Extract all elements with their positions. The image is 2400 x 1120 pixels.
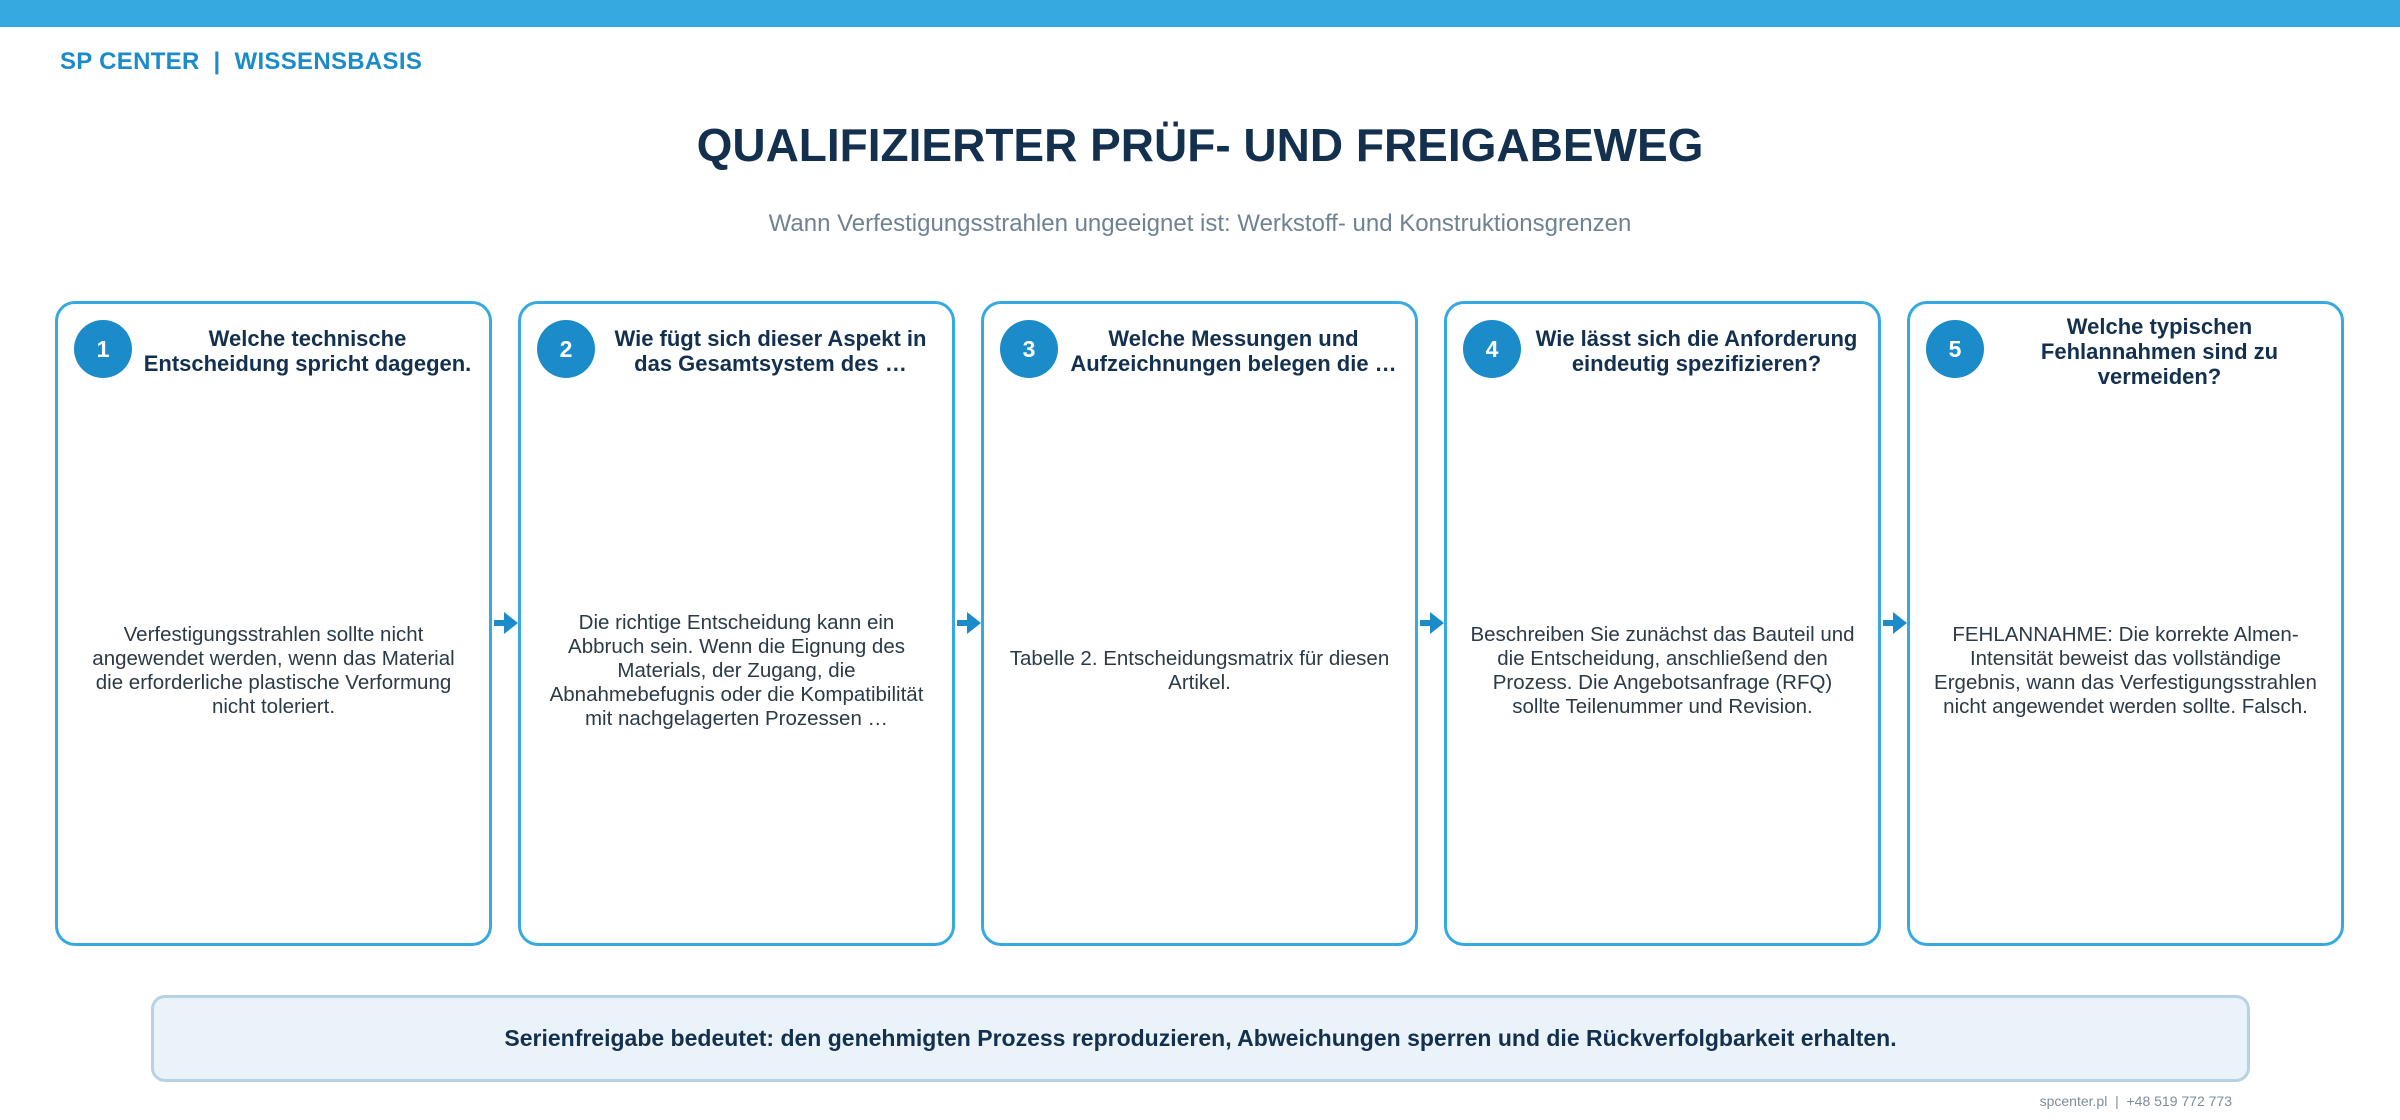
summary-banner-text: Serienfreigabe bedeutet: den genehmigten Prozess reproduzieren, Abweichungen sperren und die Rückverfolgbarkeit erhalten. [504,1025,1897,1051]
step-body: FEHLANNAHME: Die korrekte Almen-Intensität beweist das vollständige Ergebnis, wann das Verfestigungsstrahlen nicht angewendet werden sollte. Falsch. [1934,622,2317,718]
step-number-badge: 3 [1000,320,1058,378]
process-steps [55,301,2345,946]
step-number-badge: 2 [537,320,595,378]
brand-label: SP CENTER | WISSENSBASIS [60,48,423,75]
arrow-right-icon [494,608,520,638]
step-card-1 [55,301,492,946]
step-card-3 [981,301,1418,946]
step-heading: Welche typischen Fehlannahmen sind zu vermeiden? [2040,313,2279,389]
step-body: Verfestigungsstrahlen sollte nicht angewendet werden, wenn das Material die erforderliche plastische Verformung nicht toleriert. [92,622,455,718]
step-heading: Wie fügt sich dieser Aspekt in das Gesamtsystem des … [614,326,927,376]
step-number-badge: 1 [74,320,132,378]
summary-banner [151,995,2250,1082]
step-body: Tabelle 2. Entscheidungsmatrix für diesen Artikel. [1009,646,1390,694]
footer-contact: spcenter.pl | +48 519 772 773 [2039,1093,2232,1109]
arrow-right-icon [1883,608,1909,638]
step-body: Die richtige Entscheidung kann ein Abbruch sein. Wenn die Eignung des Materials, der Zugang, die Abnahmebefugnis oder die Kompatibilität mit nachgelagerten Prozessen … [549,610,924,730]
page-title: QUALIFIZIERTER PRÜF- UND FREIGABEWEG [696,119,1704,171]
page-subtitle: Wann Verfestigungsstrahlen ungeeignet ist: Werkstoff- und Konstruktionsgrenzen [768,210,1632,237]
step-card-5 [1907,301,2344,946]
step-card-4 [1444,301,1881,946]
step-card-2 [518,301,955,946]
step-heading: Welche technische Entscheidung spricht dagegen. [143,326,472,376]
step-heading: Welche Messungen und Aufzeichnungen belegen die … [1070,326,1397,376]
step-number-badge: 4 [1463,320,1521,378]
arrow-right-icon [957,608,983,638]
arrow-right-icon [1420,608,1446,638]
step-number-badge: 5 [1926,320,1984,378]
step-body: Beschreiben Sie zunächst das Bauteil und die Entscheidung, anschließend den Prozess. Die Angebotsanfrage (RFQ) sollte Teilenummer und Revision. [1470,622,1855,718]
step-heading: Wie lässt sich die Anforderung eindeutig spezifizieren? [1535,326,1858,376]
top-accent-bar [0,0,2400,27]
